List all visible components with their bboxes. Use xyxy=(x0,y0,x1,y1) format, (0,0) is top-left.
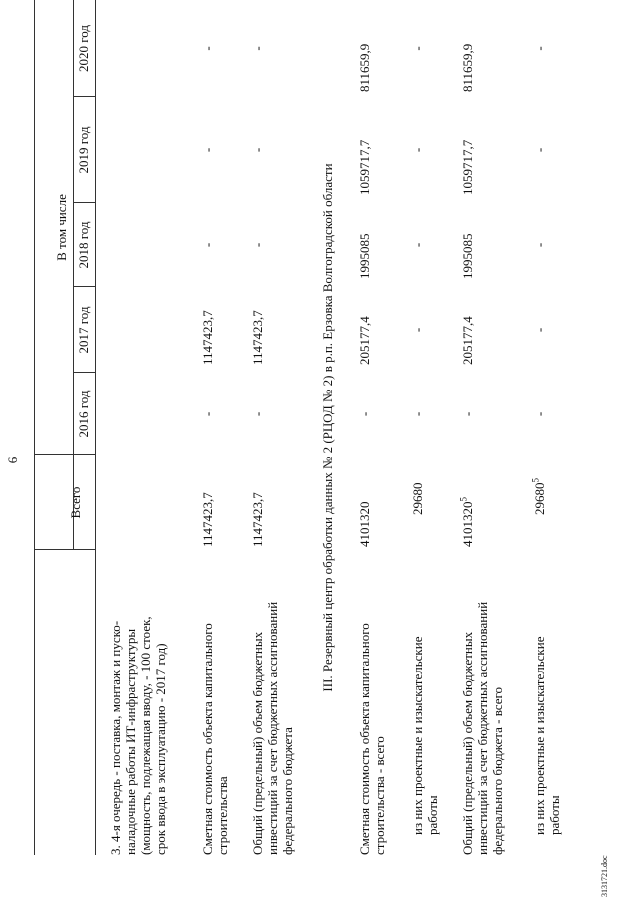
cell-2017: 205177,4 xyxy=(460,316,475,365)
cell-2020: - xyxy=(532,46,547,51)
cell-2020: - xyxy=(410,46,425,51)
cell-2018: - xyxy=(250,242,265,248)
cell-total: 1147423,7 xyxy=(250,492,265,547)
page-number: 6 xyxy=(5,456,20,464)
footnote-mark: 5 xyxy=(530,478,541,483)
cell-2020: 811659,9 xyxy=(357,43,372,92)
cell-total xyxy=(532,478,547,515)
cell-2018: - xyxy=(532,242,547,248)
cell-2018: - xyxy=(200,242,215,248)
table-top-rule xyxy=(34,0,35,855)
header-year-2018: 2018 год xyxy=(76,221,91,269)
cell-2019: - xyxy=(250,147,265,153)
cell-2020: - xyxy=(200,46,215,51)
section-title: III. Резервный центр обработки данных № 2 (РЦОД № 2) в р.п. Ерзовка Волгоградской области xyxy=(320,163,335,692)
header-year-2019: 2019 год xyxy=(76,126,91,174)
footer-doc-code: 3131721.doc xyxy=(600,855,609,897)
cell-2016: - xyxy=(250,411,265,417)
row-label: Общий (предельный) объем бюджетных инвестиций за счет бюджетных ассигнований федерального бюджета - всего xyxy=(460,601,505,855)
cell-2016: - xyxy=(410,411,425,417)
cell-2018: 1995085 xyxy=(460,233,475,279)
cell-total: 4101320 xyxy=(357,501,372,547)
table-header-bottom-rule xyxy=(95,0,96,855)
row-label: Общий (предельный) объем бюджетных инвестиций за счет бюджетных ассигнований федерального бюджета xyxy=(250,601,295,855)
cell-2016: - xyxy=(357,411,372,417)
cell-2020: - xyxy=(250,46,265,51)
cell-total-value: 29680 xyxy=(532,482,547,515)
cell-2019: - xyxy=(410,147,425,153)
cell-2019: - xyxy=(532,147,547,153)
cell-2017: 205177,4 xyxy=(357,316,372,365)
cell-total xyxy=(460,497,475,547)
header-year-2016: 2016 год xyxy=(76,390,91,438)
row-label: 3. 4-я очередь - поставка, монтаж и пуско- наладочные работы ИТ-инфраструктуры (мощность, подлежащая вводу, - 100 стоек, срок ввода в эксплуатацию - 2017 год) xyxy=(108,616,168,855)
cell-2017: - xyxy=(532,327,547,333)
cell-total-value: 4101320 xyxy=(460,501,475,547)
header-in-total: В том числе xyxy=(54,194,69,261)
header-year-2017: 2017 год xyxy=(76,306,91,354)
row-label: из них проектные и изыскательские работы xyxy=(410,636,440,835)
header-total: Всего xyxy=(68,486,83,519)
footnote-mark: 5 xyxy=(458,497,469,502)
cell-2020: 811659,9 xyxy=(460,43,475,92)
cell-2016: - xyxy=(460,411,475,417)
header-year-2020: 2020 год xyxy=(76,25,91,72)
cell-2019: 1059717,7 xyxy=(357,139,372,195)
cell-2016: - xyxy=(532,411,547,417)
cell-2018: - xyxy=(410,242,425,248)
col-divider xyxy=(34,549,95,550)
row-label: Сметная стоимость объекта капитального строительства xyxy=(200,623,230,855)
cell-2017: 1147423,7 xyxy=(250,310,265,365)
row-label: Сметная стоимость объекта капитального строительства - всего xyxy=(357,623,387,855)
cell-2019: - xyxy=(200,147,215,153)
cell-2017: - xyxy=(410,327,425,333)
row-label: из них проектные и изыскательские работы xyxy=(532,636,562,835)
cell-total: 1147423,7 xyxy=(200,492,215,547)
cell-total: 29680 xyxy=(410,482,425,515)
cell-2017: 1147423,7 xyxy=(200,310,215,365)
cell-2016: - xyxy=(200,411,215,417)
cell-2018: 1995085 xyxy=(357,233,372,279)
cell-2019: 1059717,7 xyxy=(460,139,475,195)
